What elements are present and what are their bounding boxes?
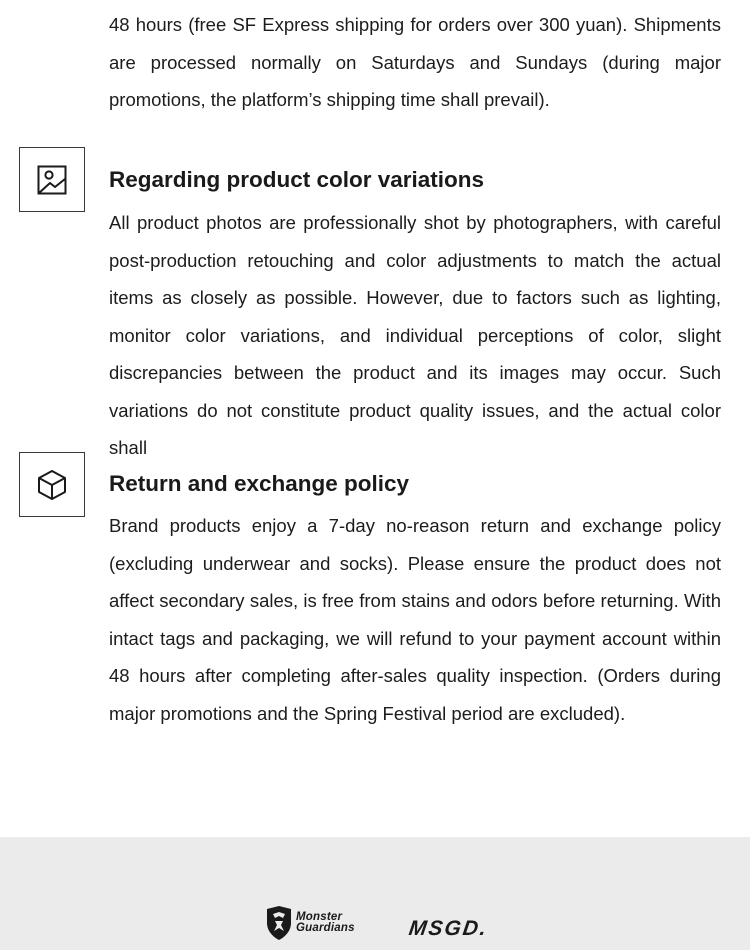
brand-line1: Monster — [296, 911, 343, 923]
shield-logo-icon — [265, 905, 293, 941]
box-icon — [35, 468, 69, 502]
shipping-paragraph: 48 hours (free SF Express shipping for orders over 300 yuan). Shipments are processed normally on Saturdays and Sundays (during major promotions, the platform’s shipping time shall prevail). — [109, 14, 721, 110]
return-section-body: Brand products enjoy a 7-day no-reason return and exchange policy (excluding underwear and socks). Please ensure the product does not affect secondary sales, is free from stains and odors before returning. With intact tags and packaging, we will refund to your payment account within 48 hours after completing after-sales quality inspection. (Orders during major promotions and the Spring Festival period are excluded). — [109, 515, 721, 724]
monster-guardians-wordmark — [296, 912, 355, 934]
brand-line2: Guardians — [296, 922, 355, 934]
color-section-body: All product photos are professionally shot by photographers, with careful post-production retouching and color adjustments to match the actual items as closely as possible. However, due to factors such as lighting, monitor color variations, and individual perceptions of color, slight discrepancies between the product and its images may occur. Such variations do not constitute product quality issues, and the actual color shall — [109, 212, 721, 458]
image-icon — [36, 164, 68, 196]
footer — [0, 837, 750, 950]
return-section-icon-box — [19, 452, 85, 517]
return-section-title: Return and exchange policy — [109, 471, 410, 496]
msgd-logo: MSGD. — [407, 917, 490, 940]
monster-guardians-logo — [265, 905, 355, 941]
color-section-icon-box — [19, 147, 85, 212]
color-section-title: Regarding product color variations — [109, 167, 485, 192]
